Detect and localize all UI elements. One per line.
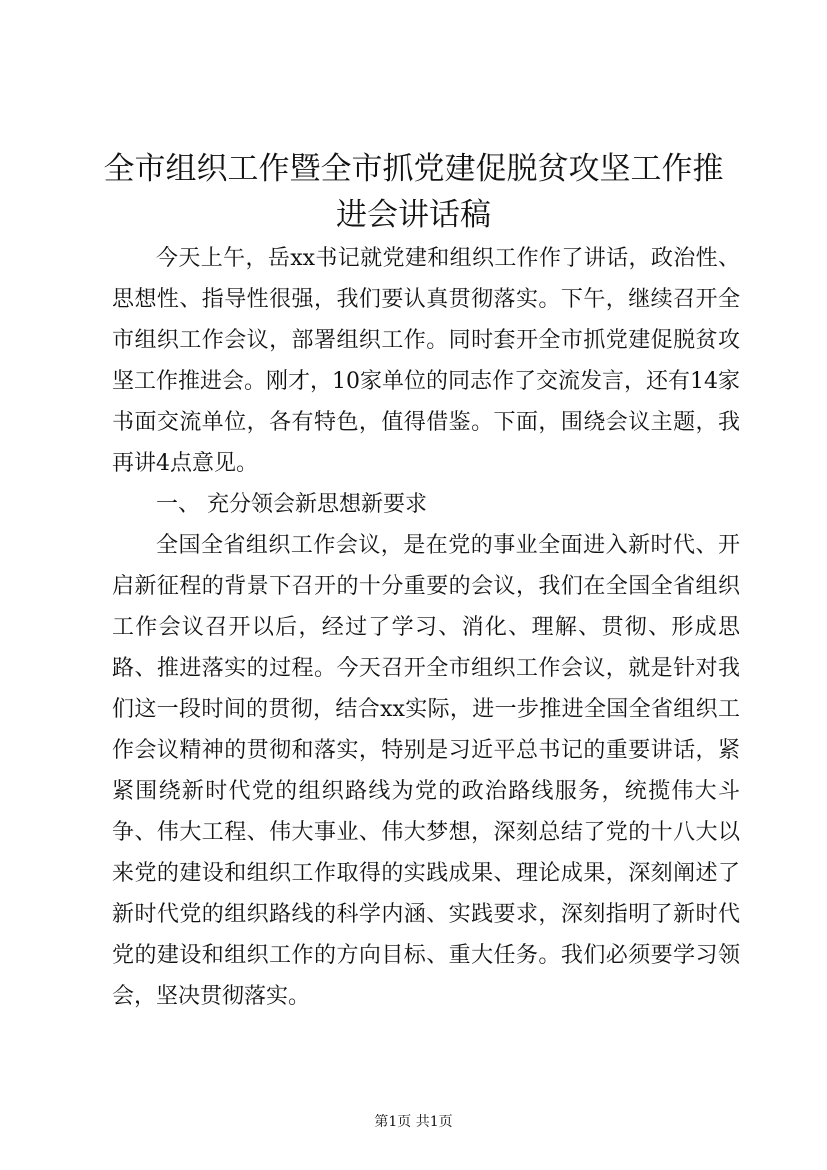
document-body — [112, 238, 740, 1017]
intro-paragraph: 今天上午，岳xx书记就党建和组织工作作了讲话，政治性、思想性、指导性很强，我们要认真贯彻落实。下午，继续召开全市组织工作会议，部署组织工作。同时套开全市抓党建促脱贫攻坚工作推进会。刚才，10家单位的同志作了交流发言，还有14家书面交流单位，各有特色，值得借鉴。下面，围绕会议主题，我再讲4点意见。 — [112, 246, 740, 476]
document-title: 全市组织工作暨全市抓党建促脱贫攻坚工作推进会讲话稿 — [103, 151, 724, 233]
section-heading: 一、 充分领会新思想新要求 — [156, 492, 427, 517]
page-footer: 第1页 共1页 — [374, 1114, 453, 1130]
body-paragraph: 全国全省组织工作会议，是在党的事业全面进入新时代、开启新征程的背景下召开的十分重要的会议，我们在全国全省组织工作会议召开以后，经过了学习、消化、理解、贯彻、形成思路、推进落实的过程。今天召开全市组织工作会议，就是针对我们这一段时间的贯彻，结合xx实际，进一步推进全国全省组织工作会议精神的贯彻和落实，特别是习近平总书记的重要讲话，紧紧围绕新时代党的组织路线为党的政治路线服务，统揽伟大斗争、伟大工程、伟大事业、伟大梦想，深刻总结了党的十八大以来党的建设和组织工作取得的实践成果、理论成果，深刻阐述了新时代党的组织路线的科学内涵、实践要求，深刻指明了新时代党的建设和组织工作的方向目标、重大任务。我们必须要学习领会，坚决贯彻落实。 — [112, 533, 740, 1009]
